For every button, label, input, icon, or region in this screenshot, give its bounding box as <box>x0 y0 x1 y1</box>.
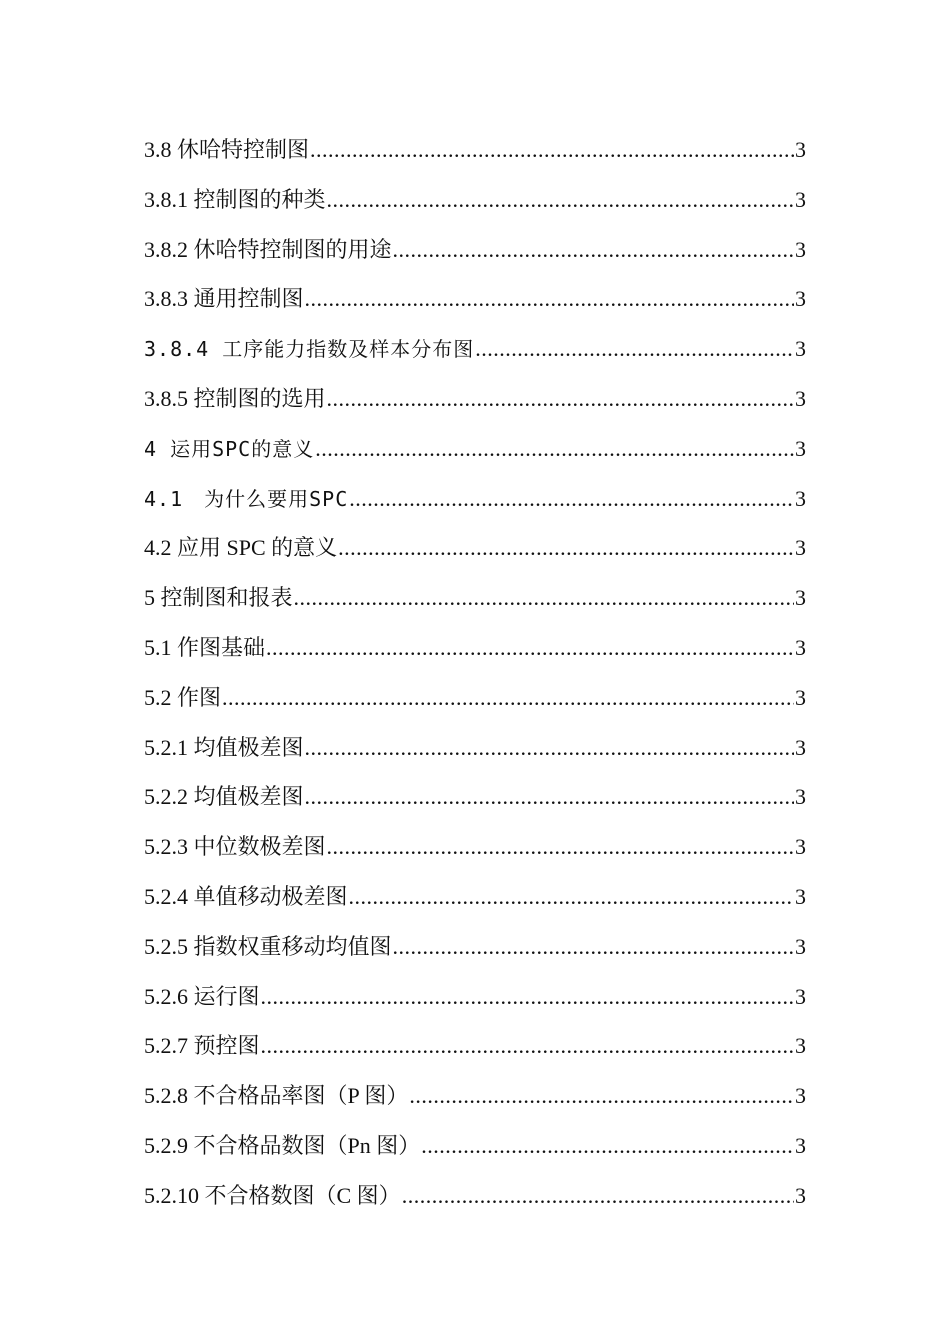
toc-entry-title: 5.1 作图基础 <box>144 634 266 660</box>
toc-entry-title: 5.2.5 指数权重移动均值图 <box>144 933 392 959</box>
toc-dot-leader <box>402 1171 794 1221</box>
toc-dot-leader <box>315 424 794 474</box>
toc-dot-leader <box>266 623 794 673</box>
toc-dot-leader <box>327 374 794 424</box>
toc-entry-5-2-7[interactable] <box>144 1021 806 1071</box>
toc-entry-3-8-5[interactable] <box>144 374 806 424</box>
toc-dot-leader <box>327 822 794 872</box>
toc-page-number: 3 <box>795 336 806 362</box>
toc-page-number: 3 <box>795 933 806 959</box>
toc-entry-title: 5.2.10 不合格数图（C 图） <box>144 1182 401 1208</box>
toc-page-number: 3 <box>795 485 806 511</box>
toc-dot-leader <box>393 225 794 275</box>
toc-page-number: 3 <box>795 1033 806 1059</box>
toc-entry-title: 3.8.4 工序能力指数及样本分布图 <box>144 337 475 362</box>
toc-dot-leader <box>305 723 794 773</box>
toc-page-number: 3 <box>795 137 806 162</box>
toc-page-number: 3 <box>795 186 806 212</box>
toc-page-number: 3 <box>795 983 806 1009</box>
toc-page-number: 3 <box>795 535 806 561</box>
toc-page-number: 3 <box>795 236 806 262</box>
toc-entry-5[interactable] <box>144 573 806 623</box>
toc-entry-title: 3.8.2 休哈特控制图的用途 <box>144 236 392 262</box>
table-of-contents <box>144 125 806 1221</box>
toc-entry-title: 5.2.2 均值极差图 <box>144 784 304 810</box>
toc-entry-5-2[interactable] <box>144 673 806 723</box>
toc-entry-5-2-3[interactable] <box>144 822 806 872</box>
toc-entry-title: 5 控制图和报表 <box>144 585 293 611</box>
toc-dot-leader <box>310 125 794 175</box>
toc-entry-title: 5.2.1 均值极差图 <box>144 734 304 760</box>
toc-entry-title: 4.2 应用 SPC 的意义 <box>144 535 338 561</box>
toc-dot-leader <box>327 175 794 225</box>
toc-entry-4-2[interactable] <box>144 523 806 573</box>
toc-page-number: 3 <box>795 734 806 760</box>
toc-entry-5-2-9[interactable] <box>144 1121 806 1171</box>
toc-page-number: 3 <box>795 883 806 909</box>
toc-entry-5-2-2[interactable] <box>144 772 806 822</box>
toc-entry-title: 5.2.3 中位数极差图 <box>144 834 326 860</box>
toc-entry-title: 5.2.6 运行图 <box>144 983 260 1009</box>
toc-entry-5-2-5[interactable] <box>144 922 806 972</box>
toc-dot-leader <box>475 324 794 374</box>
toc-entry-5-1[interactable] <box>144 623 806 673</box>
toc-page-number: 3 <box>795 1132 806 1158</box>
toc-page-number: 3 <box>795 634 806 660</box>
toc-page-number: 3 <box>795 1182 806 1208</box>
toc-page-number: 3 <box>795 385 806 411</box>
toc-entry-4-1[interactable] <box>144 474 806 524</box>
toc-dot-leader <box>222 673 794 723</box>
toc-entry-title: 4.1 为什么要用SPC <box>144 486 349 511</box>
toc-entry-title: 3.8 休哈特控制图 <box>144 137 310 162</box>
toc-page-number: 3 <box>795 1083 806 1109</box>
toc-entry-5-2-8[interactable] <box>144 1071 806 1121</box>
toc-dot-leader <box>349 872 794 922</box>
toc-entry-title: 5.2.4 单值移动极差图 <box>144 883 348 909</box>
toc-entry-5-2-1[interactable] <box>144 723 806 773</box>
toc-page-number: 3 <box>795 784 806 810</box>
toc-dot-leader <box>409 1071 794 1121</box>
toc-dot-leader <box>349 474 794 524</box>
toc-entry-3-8-3[interactable] <box>144 274 806 324</box>
toc-entry-5-2-10[interactable] <box>144 1171 806 1221</box>
toc-dot-leader <box>338 523 794 573</box>
toc-entry-3-8-2[interactable] <box>144 225 806 275</box>
toc-dot-leader <box>261 972 794 1022</box>
toc-entry-title: 3.8.5 控制图的选用 <box>144 385 326 411</box>
toc-entry-5-2-6[interactable] <box>144 972 806 1022</box>
toc-dot-leader <box>261 1021 794 1071</box>
toc-dot-leader <box>421 1121 794 1171</box>
toc-page-number: 3 <box>795 286 806 312</box>
toc-entry-title: 4 运用SPC的意义 <box>144 436 315 461</box>
toc-dot-leader <box>294 573 794 623</box>
toc-dot-leader <box>305 772 794 822</box>
toc-entry-title: 5.2.7 预控图 <box>144 1033 260 1059</box>
toc-entry-5-2-4[interactable] <box>144 872 806 922</box>
toc-entry-3-8-4[interactable] <box>144 324 806 374</box>
toc-dot-leader <box>393 922 794 972</box>
toc-entry-title: 3.8.1 控制图的种类 <box>144 186 326 212</box>
toc-entry-4[interactable] <box>144 424 806 474</box>
toc-entry-title: 5.2.8 不合格品率图（P 图） <box>144 1083 409 1109</box>
toc-entry-3-8-1[interactable] <box>144 175 806 225</box>
toc-entry-title: 3.8.3 通用控制图 <box>144 286 304 312</box>
toc-entry-3-8[interactable] <box>144 125 806 175</box>
toc-entry-title: 5.2.9 不合格品数图（Pn 图） <box>144 1132 421 1158</box>
toc-dot-leader <box>305 274 794 324</box>
toc-page-number: 3 <box>795 585 806 611</box>
toc-entry-title: 5.2 作图 <box>144 684 222 710</box>
toc-page-number: 3 <box>795 435 806 461</box>
toc-page-number: 3 <box>795 834 806 860</box>
toc-page-number: 3 <box>795 684 806 710</box>
